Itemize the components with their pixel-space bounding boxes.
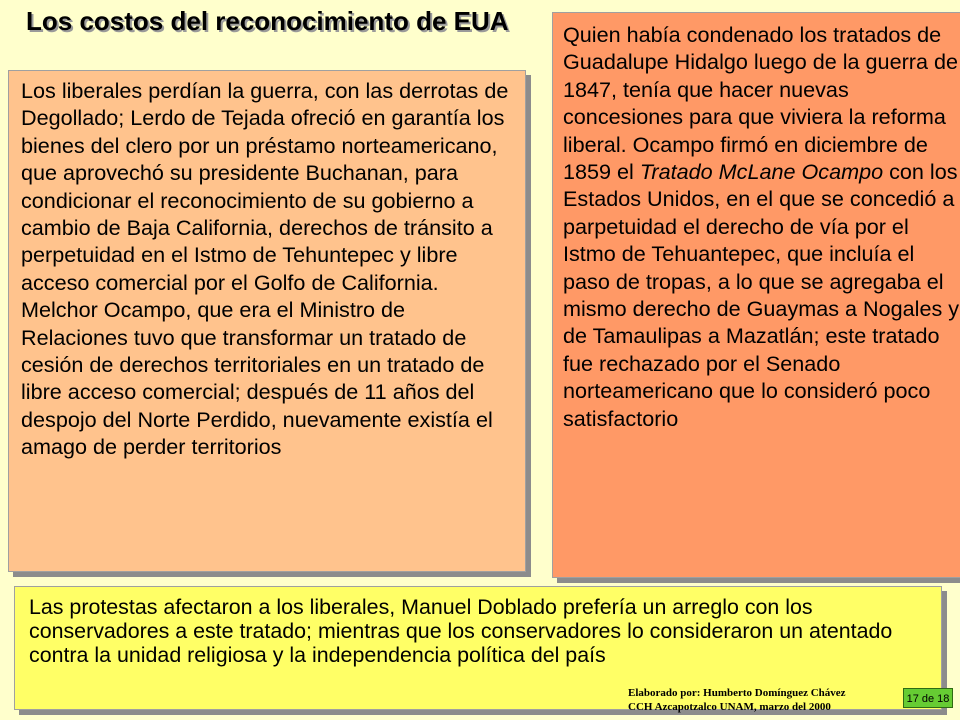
left-box-text: Los liberales perdían la guerra, con las derrotas de Degollado; Lerdo de Tejada ofreció en garantía los bienes del clero por un préstamo norteamericano, que aprovechó su presidente Buchanan, para condicionar el reconocimiento de su gobierno a cambio de Baja California, derechos de tránsito a perpetuidad en el Istmo de Tehuntepec y libre acceso comercial por el Golfo de California. Melchor Ocampo, que era el Ministro de Relaciones tuvo que transformar un tratado de cesión de derechos territoriales en un tratado de libre acceso comercial; después de 11 años del despojo del Norte Perdido, nuevamente existía el amago de perder territorios	[21, 78, 509, 460]
right-box-text-after: con los Estados Unidos, en el que se concedió a parpetuidad el derecho de vía por el Istmo de Tehuantepec, que incluía el paso de tropas, a lo que se agregaba el mismo derecho de Guaymas a Nogales y de Tamaulipas a Mazatlán; este tratado fue rechazado por el Senado norteamericano que lo consideró poco satisfactorio	[563, 159, 960, 431]
page-indicator[interactable]: 17 de 18	[903, 688, 953, 708]
bottom-box-text: Las protestas afectaron a los liberales, Manuel Doblado prefería un arreglo con los conservadores a este tratado; mientras que los conservadores lo consideraron un atentado contra la unidad religiosa y la independencia política del país	[29, 595, 893, 667]
right-text-box	[552, 12, 960, 578]
treaty-name: Tratado McLane Ocampo	[639, 159, 884, 185]
credit-line-1: Elaborado por: Humberto Domínguez Chávez	[628, 687, 846, 699]
credit-line-2: CCH Azcapotzalco UNAM, marzo del 2000	[628, 701, 831, 713]
author-credit	[628, 686, 908, 714]
left-text-box	[8, 70, 526, 572]
right-box-text-before: Quien había condenado los tratados de Guadalupe Hidalgo luego de la guerra de 1847, tenía que hacer nuevas concesiones para que viviera la reforma liberal. Ocampo firmó en diciembre de 1859 el	[563, 22, 958, 185]
slide-title: Los costos del reconocimiento de EUA	[26, 6, 509, 36]
right-box-paragraph	[563, 21, 960, 432]
